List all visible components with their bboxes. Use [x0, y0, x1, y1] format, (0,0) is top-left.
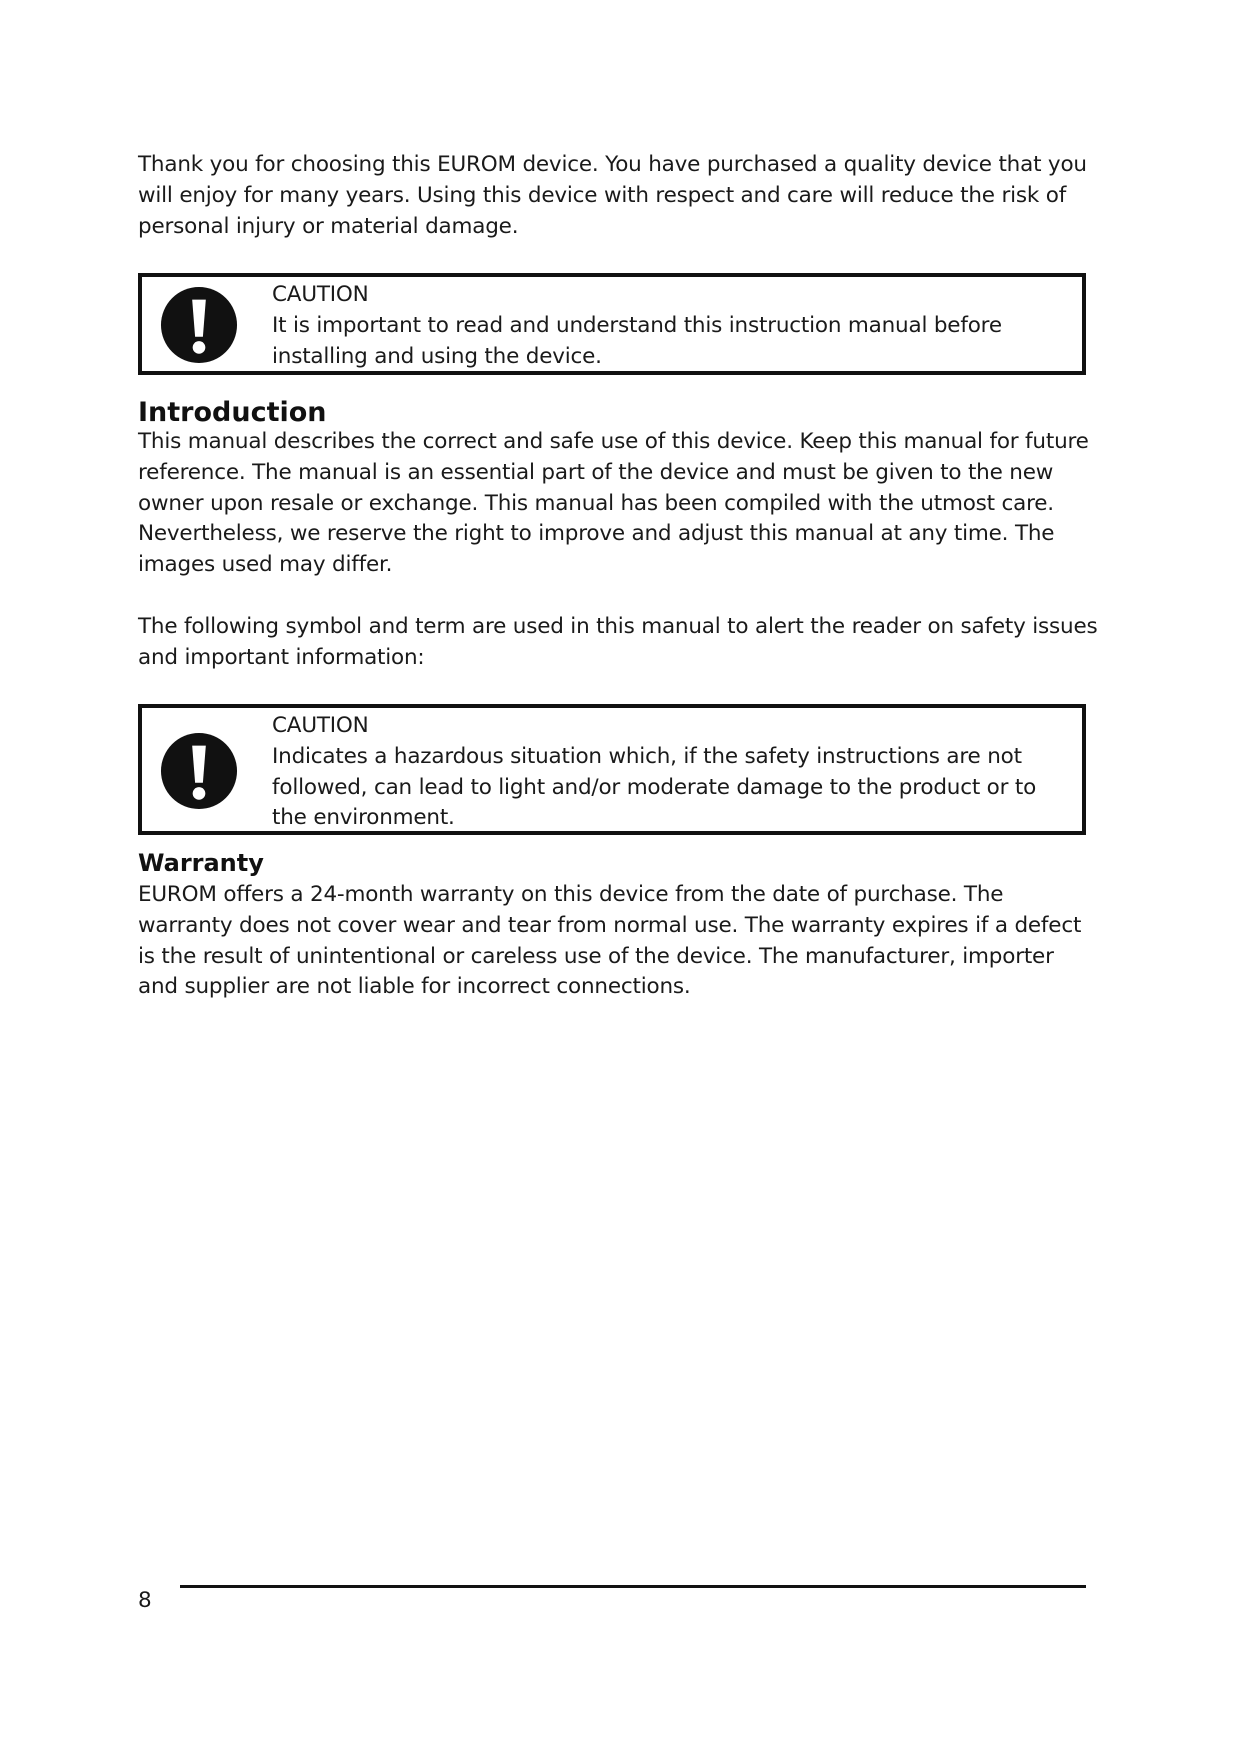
- warranty-paragraph: EUROM offers a 24-month warranty on this device from the date of purchase. The warranty does not cover wear and tear from normal use. The warranty expires if a defect is the result of unintentional or careless use of the device. The manufacturer, importer and supplier are not liable for incorrect connections.: [138, 882, 1082, 1000]
- exclamation-circle-icon: [160, 286, 238, 364]
- caution-body: Indicates a hazardous situation which, if the safety instructions are not followed, can lead to light and/or moderate damage to the product or to the environment.: [272, 743, 1037, 831]
- warranty-heading: Warranty: [138, 849, 264, 877]
- page-number: 8: [138, 1588, 152, 1613]
- caution-text: [272, 711, 1068, 834]
- caution-text: [272, 280, 1068, 372]
- exclamation-circle-icon: [160, 732, 238, 810]
- introduction-paragraph: This manual describes the correct and safe use of this device. Keep this manual for future reference. The manual is an essential part of the device and must be given to the new owner upon resale or exchange. This manual has been compiled with the utmost care. Nevertheless, we reserve the right to improve and adjust this manual at any time. The images used may differ.: [138, 429, 1089, 578]
- caution-box-install: [138, 273, 1086, 375]
- introduction-heading: Introduction: [138, 397, 327, 428]
- caution-box-definition: [138, 704, 1086, 835]
- caution-title: CAUTION: [272, 713, 369, 738]
- caution-title: CAUTION: [272, 282, 369, 307]
- symbols-paragraph: The following symbol and term are used in this manual to alert the reader on safety issues and important information:: [138, 614, 1098, 670]
- intro-paragraph: Thank you for choosing this EUROM device. You have purchased a quality device that you will enjoy for many years. Using this device with respect and care will reduce the risk of personal injury or material damage.: [138, 152, 1087, 239]
- footer-divider: [180, 1585, 1086, 1588]
- caution-body: It is important to read and understand this instruction manual before installing and using the device.: [272, 312, 1002, 369]
